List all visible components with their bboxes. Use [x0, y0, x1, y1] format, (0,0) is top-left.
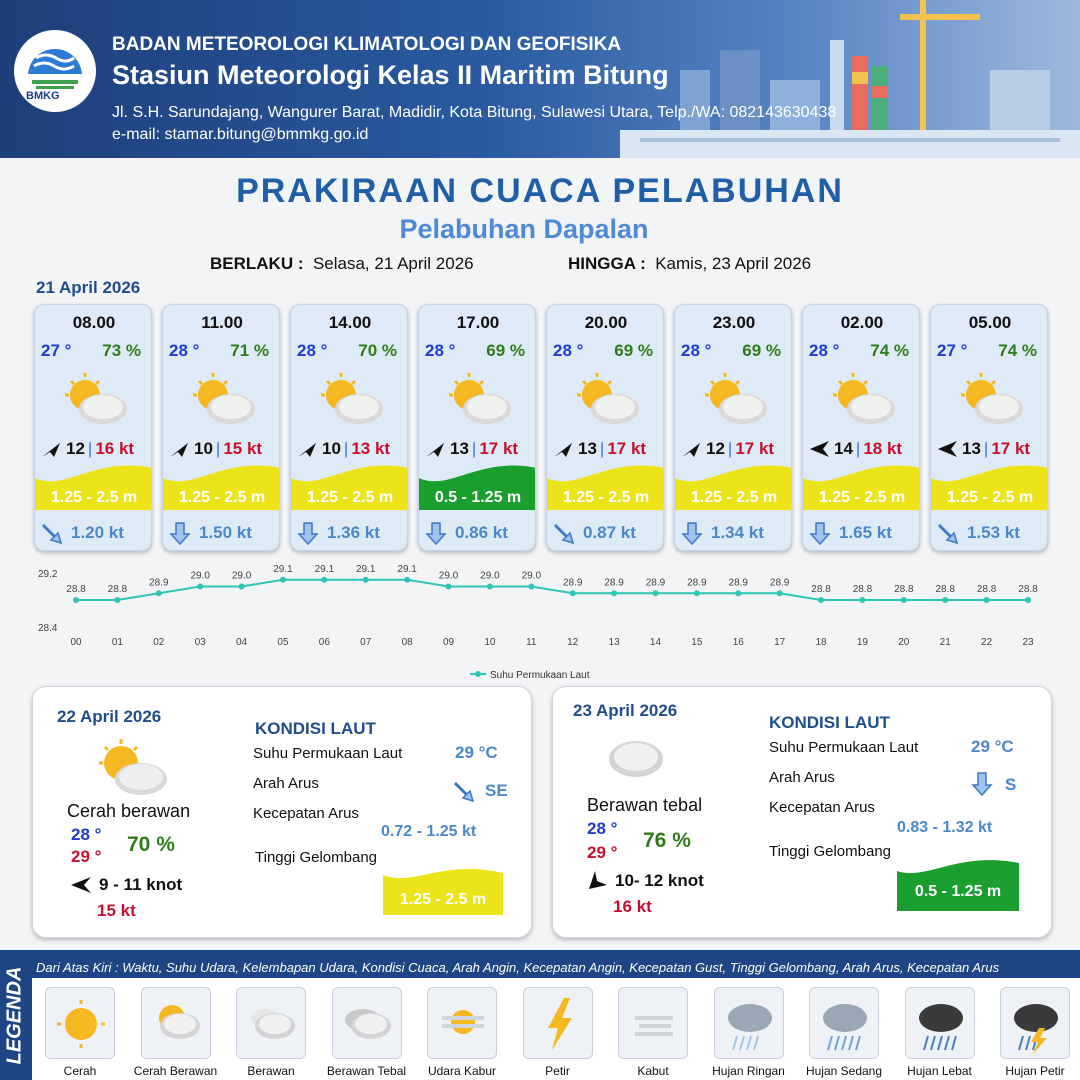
- x-tick-label: 19: [856, 637, 868, 648]
- forecast-time: 05.00: [968, 313, 1012, 332]
- sst-data-label: 28.9: [728, 577, 748, 589]
- sst-data-point: [280, 577, 286, 583]
- forecast-humidity: 69 %: [486, 341, 525, 360]
- legend-icon-box: [1000, 987, 1070, 1059]
- forecast-card: [290, 304, 408, 551]
- partly-cloudy-icon: [91, 737, 173, 799]
- sst-data-point: [73, 597, 79, 603]
- forecast-current: [681, 521, 791, 545]
- forecast-wind-speed: 13: [962, 439, 981, 458]
- sst-data-label: 28.8: [107, 584, 128, 595]
- day2-current-dir: SE: [485, 781, 508, 800]
- current-direction-icon: [41, 521, 65, 545]
- partly-cloudy-icon: [61, 371, 131, 427]
- legend-icon-box: [236, 987, 306, 1059]
- x-tick-label: 04: [236, 637, 248, 648]
- forecast-wind: [681, 439, 791, 459]
- forecast-card: [162, 304, 280, 551]
- sst-data-label: 28.8: [1018, 584, 1038, 595]
- forecast-time: 14.00: [328, 313, 372, 332]
- x-tick-label: 15: [691, 637, 703, 648]
- day2-sst-label: Suhu Permukaan Laut: [253, 745, 403, 762]
- legend-icon-box: [905, 987, 975, 1059]
- heavy-rain-icon: [906, 988, 976, 1060]
- x-tick-label: 00: [70, 637, 82, 648]
- forecast-gust: 17 kt: [991, 439, 1031, 458]
- haze-icon: [428, 988, 498, 1060]
- forecast-current-speed: 1.36 kt: [327, 523, 380, 542]
- x-tick-label: 10: [484, 637, 496, 648]
- sst-data-label: 29.0: [480, 570, 500, 582]
- legend-item-label: Petir: [545, 1064, 570, 1078]
- day2-humidity: 70 %: [127, 833, 175, 856]
- sst-data-label: 28.9: [687, 577, 707, 589]
- overcast-cloud-icon: [605, 733, 667, 781]
- legend-item-label: Hujan Petir: [1005, 1064, 1065, 1078]
- separator: |: [983, 439, 989, 458]
- partly-cloudy-icon: [573, 371, 643, 427]
- x-tick-label: 21: [939, 637, 951, 648]
- sst-data-label: 28.8: [894, 584, 914, 595]
- wind-direction-icon: [297, 440, 319, 458]
- current-direction-icon: [453, 779, 481, 803]
- day2-date: 22 April 2026: [57, 707, 162, 726]
- forecast-card: [674, 304, 792, 551]
- partly-cloudy-icon: [701, 371, 771, 427]
- sst-data-point: [735, 590, 741, 596]
- x-tick-label: 17: [774, 637, 786, 648]
- legend-icon-box: [523, 987, 593, 1059]
- lightning-icon: [524, 988, 594, 1060]
- sst-data-label: 28.8: [811, 584, 831, 595]
- day2-panel: [32, 686, 532, 938]
- day3-wind: 10- 12 knot: [615, 871, 704, 890]
- forecast-wave-height: 1.25 - 2.5 m: [50, 489, 138, 506]
- legend-item-label: Hujan Lebat: [907, 1064, 972, 1078]
- sst-data-label: 29.1: [273, 563, 293, 575]
- legend-icon-box: [809, 987, 879, 1059]
- partly-cloudy-icon: [445, 371, 515, 427]
- sst-data-label: 29.0: [231, 570, 252, 582]
- forecast-wind-speed: 10: [322, 439, 341, 458]
- sst-data-point: [239, 584, 245, 590]
- x-tick-label: 13: [608, 637, 620, 648]
- forecast-wind: [297, 439, 407, 459]
- x-tick-label: 22: [981, 637, 993, 648]
- forecast-temp: 28 °: [809, 341, 840, 360]
- day2-wind: 9 - 11 knot: [99, 875, 183, 894]
- sst-data-point: [570, 590, 576, 596]
- overcast-icon: [333, 988, 403, 1060]
- forecast-wave-height: 1.25 - 2.5 m: [946, 489, 1034, 506]
- sst-data-point: [363, 577, 369, 583]
- forecast-wave-height: 1.25 - 2.5 m: [818, 489, 906, 506]
- x-tick-label: 23: [1022, 637, 1034, 648]
- x-tick-label: 12: [567, 637, 579, 648]
- forecast-card: [546, 304, 664, 551]
- forecast-wind-speed: 12: [706, 439, 725, 458]
- forecast-time: 20.00: [584, 313, 628, 332]
- day2-speed-label: Kecepatan Arus: [253, 805, 359, 822]
- current-direction-icon: [553, 521, 577, 545]
- sst-data-point: [942, 597, 948, 603]
- light-rain-icon: [715, 988, 785, 1060]
- forecast-time: 23.00: [712, 313, 756, 332]
- day3-dir-label: Arah Arus: [769, 769, 835, 786]
- forecast-current: [937, 521, 1047, 545]
- forecast-card: [34, 304, 152, 551]
- sst-data-point: [1025, 597, 1031, 603]
- forecast-wave-height: 1.25 - 2.5 m: [562, 489, 650, 506]
- sst-chart: [0, 560, 1080, 690]
- legend-title: LEGENDA: [3, 966, 26, 1064]
- day3-sst-label: Suhu Permukaan Laut: [769, 739, 919, 756]
- forecast-humidity: 71 %: [230, 341, 269, 360]
- separator: |: [855, 439, 861, 458]
- legend-item-label: Hujan Ringan: [712, 1064, 785, 1078]
- x-tick-label: 07: [360, 637, 372, 648]
- station-name: Stasiun Meteorologi Kelas II Maritim Bitung: [112, 60, 669, 90]
- x-tick-label: 01: [111, 637, 123, 648]
- forecast-current-speed: 1.34 kt: [711, 523, 764, 542]
- forecast-humidity: 70 %: [358, 341, 397, 360]
- legend-item-label: Cerah Berawan: [133, 1064, 218, 1078]
- page-title: PRAKIRAAN CUACA PELABUHAN: [236, 172, 844, 210]
- forecast-gust: 17 kt: [479, 439, 519, 458]
- wind-direction-icon: [41, 440, 63, 458]
- forecast-wind-speed: 13: [450, 439, 469, 458]
- sst-data-label: 29.1: [314, 563, 335, 575]
- day3-current-dir: S: [1005, 775, 1017, 794]
- legend-label: Suhu Permukaan Laut: [490, 670, 590, 681]
- sst-data-point: [694, 590, 700, 596]
- day3-gust: 16 kt: [613, 897, 652, 916]
- day3-speed-label: Kecepatan Arus: [769, 799, 875, 816]
- forecast-gust: 15 kt: [223, 439, 263, 458]
- forecast-wind: [809, 439, 919, 459]
- legend-icon-box: [714, 987, 784, 1059]
- separator: |: [343, 439, 349, 458]
- forecast-humidity: 74 %: [998, 341, 1037, 360]
- forecast-temp: 27 °: [41, 341, 72, 360]
- forecast-temp: 28 °: [553, 341, 584, 360]
- port-name: Pelabuhan Dapalan: [399, 214, 649, 244]
- forecast-wave-height: 1.25 - 2.5 m: [306, 489, 394, 506]
- valid-to-value: Kamis, 23 April 2026: [655, 254, 812, 273]
- sst-data-point: [114, 597, 120, 603]
- current-direction-icon: [971, 771, 993, 797]
- day2-current-speed: 0.72 - 1.25 kt: [381, 823, 477, 840]
- sst-data-point: [404, 577, 410, 583]
- wind-direction-icon: [809, 440, 831, 458]
- current-direction-icon: [169, 521, 193, 545]
- forecast-current-speed: 1.20 kt: [71, 523, 124, 542]
- forecast-wind-speed: 10: [194, 439, 213, 458]
- forecast-wind-speed: 14: [834, 439, 853, 458]
- sst-data-point: [859, 597, 865, 603]
- forecast-current: [169, 521, 279, 545]
- separator: |: [599, 439, 605, 458]
- forecast-time: 11.00: [201, 313, 243, 332]
- x-tick-label: 02: [153, 637, 165, 648]
- day3-wave-height: 0.5 - 1.25 m: [914, 883, 1002, 900]
- sst-data-label: 28.8: [935, 584, 955, 595]
- logo-text: BMKG: [26, 90, 60, 102]
- fog-icon: [619, 988, 689, 1060]
- partly-cloudy-icon: [957, 371, 1027, 427]
- wind-direction-icon: [169, 440, 191, 458]
- y-tick-label: 29.2: [38, 569, 58, 580]
- sst-data-label: 28.8: [852, 584, 873, 595]
- forecast-card: [418, 304, 536, 551]
- legend-side-label: [0, 950, 30, 1080]
- forecast-gust: 13 kt: [351, 439, 391, 458]
- forecast-time: 08.00: [72, 313, 116, 332]
- forecast-current-speed: 1.53 kt: [967, 523, 1020, 542]
- sst-data-point: [611, 590, 617, 596]
- x-tick-label: 03: [194, 637, 206, 648]
- wind-direction-icon: [71, 877, 93, 893]
- day2-wave-height: 1.25 - 2.5 m: [399, 891, 487, 908]
- forecast-wave-height: 0.5 - 1.25 m: [434, 489, 522, 506]
- partly-cloudy-icon: [142, 988, 212, 1060]
- day2-condition: Cerah berawan: [67, 801, 191, 821]
- cloudy-icon: [237, 988, 307, 1060]
- x-tick-label: 14: [649, 637, 662, 648]
- valid-from-label: BERLAKU :: [210, 254, 304, 273]
- day3-sst: 29 °C: [971, 737, 1014, 756]
- wind-direction-icon: [425, 440, 447, 458]
- day2-gust: 15 kt: [97, 901, 136, 920]
- sst-data-point: [197, 584, 203, 590]
- forecast-time: 17.00: [456, 313, 500, 332]
- sst-data-label: 28.8: [976, 584, 997, 595]
- separator: |: [215, 439, 221, 458]
- current-direction-icon: [681, 521, 705, 545]
- sst-data-point: [984, 597, 990, 603]
- day3-date: 23 April 2026: [573, 701, 678, 720]
- forecast-card: [930, 304, 1048, 551]
- separator: |: [87, 439, 93, 458]
- x-tick-label: 05: [277, 637, 289, 648]
- day3-wave-label: Tinggi Gelombang: [769, 843, 892, 860]
- station-address: Jl. S.H. Sarundajang, Wangurer Barat, Madidir, Kota Bitung, Sulawesi Utara, Telp./WA: 082143630438: [112, 104, 837, 121]
- sst-data-point: [901, 597, 907, 603]
- sst-data-label: 29.0: [438, 570, 459, 582]
- forecast-wind: [937, 439, 1047, 459]
- sst-data-label: 28.9: [149, 577, 169, 589]
- day3-current-speed: 0.83 - 1.32 kt: [897, 819, 993, 836]
- day3-condition: Berawan tebal: [587, 795, 703, 815]
- legend-item-label: Berawan Tebal: [326, 1064, 407, 1078]
- day1-date: 21 April 2026: [36, 278, 141, 297]
- legend-icon-box: [332, 987, 402, 1059]
- sst-data-label: 29.1: [397, 563, 417, 575]
- day2-dir-label: Arah Arus: [253, 775, 319, 792]
- separator: |: [471, 439, 477, 458]
- current-direction-icon: [809, 521, 833, 545]
- legend-item-label: Udara Kabur: [427, 1064, 497, 1078]
- day3-kondisi-title: KONDISI LAUT: [769, 713, 890, 732]
- thunderstorm-icon: [1001, 988, 1071, 1060]
- sst-series-line: [76, 580, 1028, 600]
- forecast-humidity: 69 %: [614, 341, 653, 360]
- current-direction-icon: [297, 521, 321, 545]
- day2-kondisi-title: KONDISI LAUT: [255, 719, 376, 738]
- x-tick-label: 09: [442, 637, 455, 648]
- forecast-current: [425, 521, 535, 545]
- forecast-temp: 28 °: [169, 341, 200, 360]
- forecast-current: [41, 521, 151, 545]
- partly-cloudy-icon: [317, 371, 387, 427]
- forecast-wind-speed: 13: [578, 439, 597, 458]
- forecast-current-speed: 1.50 kt: [199, 523, 252, 542]
- sst-data-label: 28.9: [645, 577, 666, 589]
- forecast-gust: 17 kt: [607, 439, 647, 458]
- forecast-current-speed: 0.87 kt: [583, 523, 636, 542]
- x-tick-label: 16: [732, 637, 744, 648]
- sst-data-point: [446, 584, 452, 590]
- wind-direction-icon: [681, 440, 703, 458]
- sst-data-label: 28.8: [66, 584, 86, 595]
- day2-sst: 29 °C: [455, 743, 498, 762]
- sst-data-label: 29.1: [356, 563, 376, 575]
- x-tick-label: 08: [401, 637, 413, 648]
- legend-icon-box: [141, 987, 211, 1059]
- forecast-gust: 16 kt: [95, 439, 135, 458]
- legend-icon-box: [45, 987, 115, 1059]
- forecast-wind: [553, 439, 663, 459]
- forecast-gust: 17 kt: [735, 439, 775, 458]
- legend-icon-box: [427, 987, 497, 1059]
- partly-cloudy-icon: [829, 371, 899, 427]
- x-tick-label: 11: [526, 637, 537, 648]
- day3-temp-min: 28 °: [587, 819, 618, 838]
- sst-data-point: [652, 590, 658, 596]
- valid-to: [568, 254, 811, 274]
- x-tick-label: 18: [815, 637, 827, 648]
- forecast-humidity: 73 %: [102, 341, 141, 360]
- station-email: e-mail: stamar.bitung@bmmkg.go.id: [112, 126, 369, 143]
- x-tick-label: 06: [318, 637, 330, 648]
- moderate-rain-icon: [810, 988, 880, 1060]
- forecast-current-speed: 1.65 kt: [839, 523, 892, 542]
- valid-to-label: HINGGA :: [568, 254, 646, 273]
- sst-data-point: [818, 597, 824, 603]
- legend-marker: [475, 671, 481, 677]
- day3-humidity: 76 %: [643, 829, 691, 852]
- legend-item-label: Hujan Sedang: [805, 1064, 883, 1078]
- x-tick-label: 20: [898, 637, 910, 648]
- forecast-wind: [41, 439, 151, 459]
- forecast-humidity: 74 %: [870, 341, 909, 360]
- header-banner: [0, 0, 1080, 158]
- wind-direction-icon: [937, 440, 959, 458]
- forecast-current: [809, 521, 919, 545]
- forecast-temp: 27 °: [937, 341, 968, 360]
- day3-panel: [552, 686, 1052, 938]
- legend-item-label: Berawan: [247, 1064, 295, 1078]
- legend-description: Dari Atas Kiri : Waktu, Suhu Udara, Kelembapan Udara, Kondisi Cuaca, Arah Angin, Kecepatan Angin, Kecepatan Gust, Tinggi Gelombang, Arah Arus, Kecepatan Arus: [36, 960, 1000, 975]
- sst-data-label: 28.9: [769, 577, 790, 589]
- day2-temp-max: 29 °: [71, 847, 102, 866]
- forecast-current: [553, 521, 663, 545]
- forecast-wave-height: 1.25 - 2.5 m: [178, 489, 266, 506]
- sst-data-label: 28.9: [604, 577, 624, 589]
- forecast-temp: 28 °: [297, 341, 328, 360]
- day2-wave-label: Tinggi Gelombang: [255, 849, 378, 866]
- sst-data-label: 29.0: [521, 570, 542, 582]
- forecast-current-speed: 0.86 kt: [455, 523, 508, 542]
- sst-data-point: [528, 584, 534, 590]
- sst-data-point: [156, 590, 162, 596]
- forecast-humidity: 69 %: [742, 341, 781, 360]
- sst-data-point: [487, 584, 493, 590]
- wind-direction-icon: [587, 871, 607, 889]
- forecast-time: 02.00: [840, 313, 884, 332]
- sst-data-point: [777, 590, 783, 596]
- forecast-wind: [169, 439, 279, 459]
- separator: |: [727, 439, 733, 458]
- valid-from: [210, 254, 474, 274]
- forecast-temp: 28 °: [425, 341, 456, 360]
- forecast-gust: 18 kt: [863, 439, 903, 458]
- sst-data-point: [321, 577, 327, 583]
- wind-direction-icon: [553, 440, 575, 458]
- legend-item-label: Cerah: [63, 1064, 97, 1078]
- sst-data-label: 28.9: [562, 577, 583, 589]
- day2-temp-min: 28 °: [71, 825, 102, 844]
- sst-data-label: 29.0: [190, 570, 210, 582]
- legend-icon-box: [618, 987, 688, 1059]
- forecast-card: [802, 304, 920, 551]
- forecast-temp: 28 °: [681, 341, 712, 360]
- y-tick-label: 28.4: [38, 623, 58, 634]
- forecast-wind-speed: 12: [66, 439, 85, 458]
- agency-name: BADAN METEOROLOGI KLIMATOLOGI DAN GEOFISIKA: [112, 34, 622, 55]
- legend-item-label: Kabut: [637, 1064, 669, 1078]
- current-direction-icon: [425, 521, 449, 545]
- valid-from-value: Selasa, 21 April 2026: [312, 254, 474, 273]
- forecast-wave-height: 1.25 - 2.5 m: [690, 489, 778, 506]
- forecast-current: [297, 521, 407, 545]
- partly-cloudy-icon: [189, 371, 259, 427]
- forecast-wind: [425, 439, 535, 459]
- port-illustration: [620, 0, 1080, 158]
- day3-temp-max: 29 °: [587, 843, 618, 862]
- sun-icon: [46, 988, 116, 1060]
- current-direction-icon: [937, 521, 961, 545]
